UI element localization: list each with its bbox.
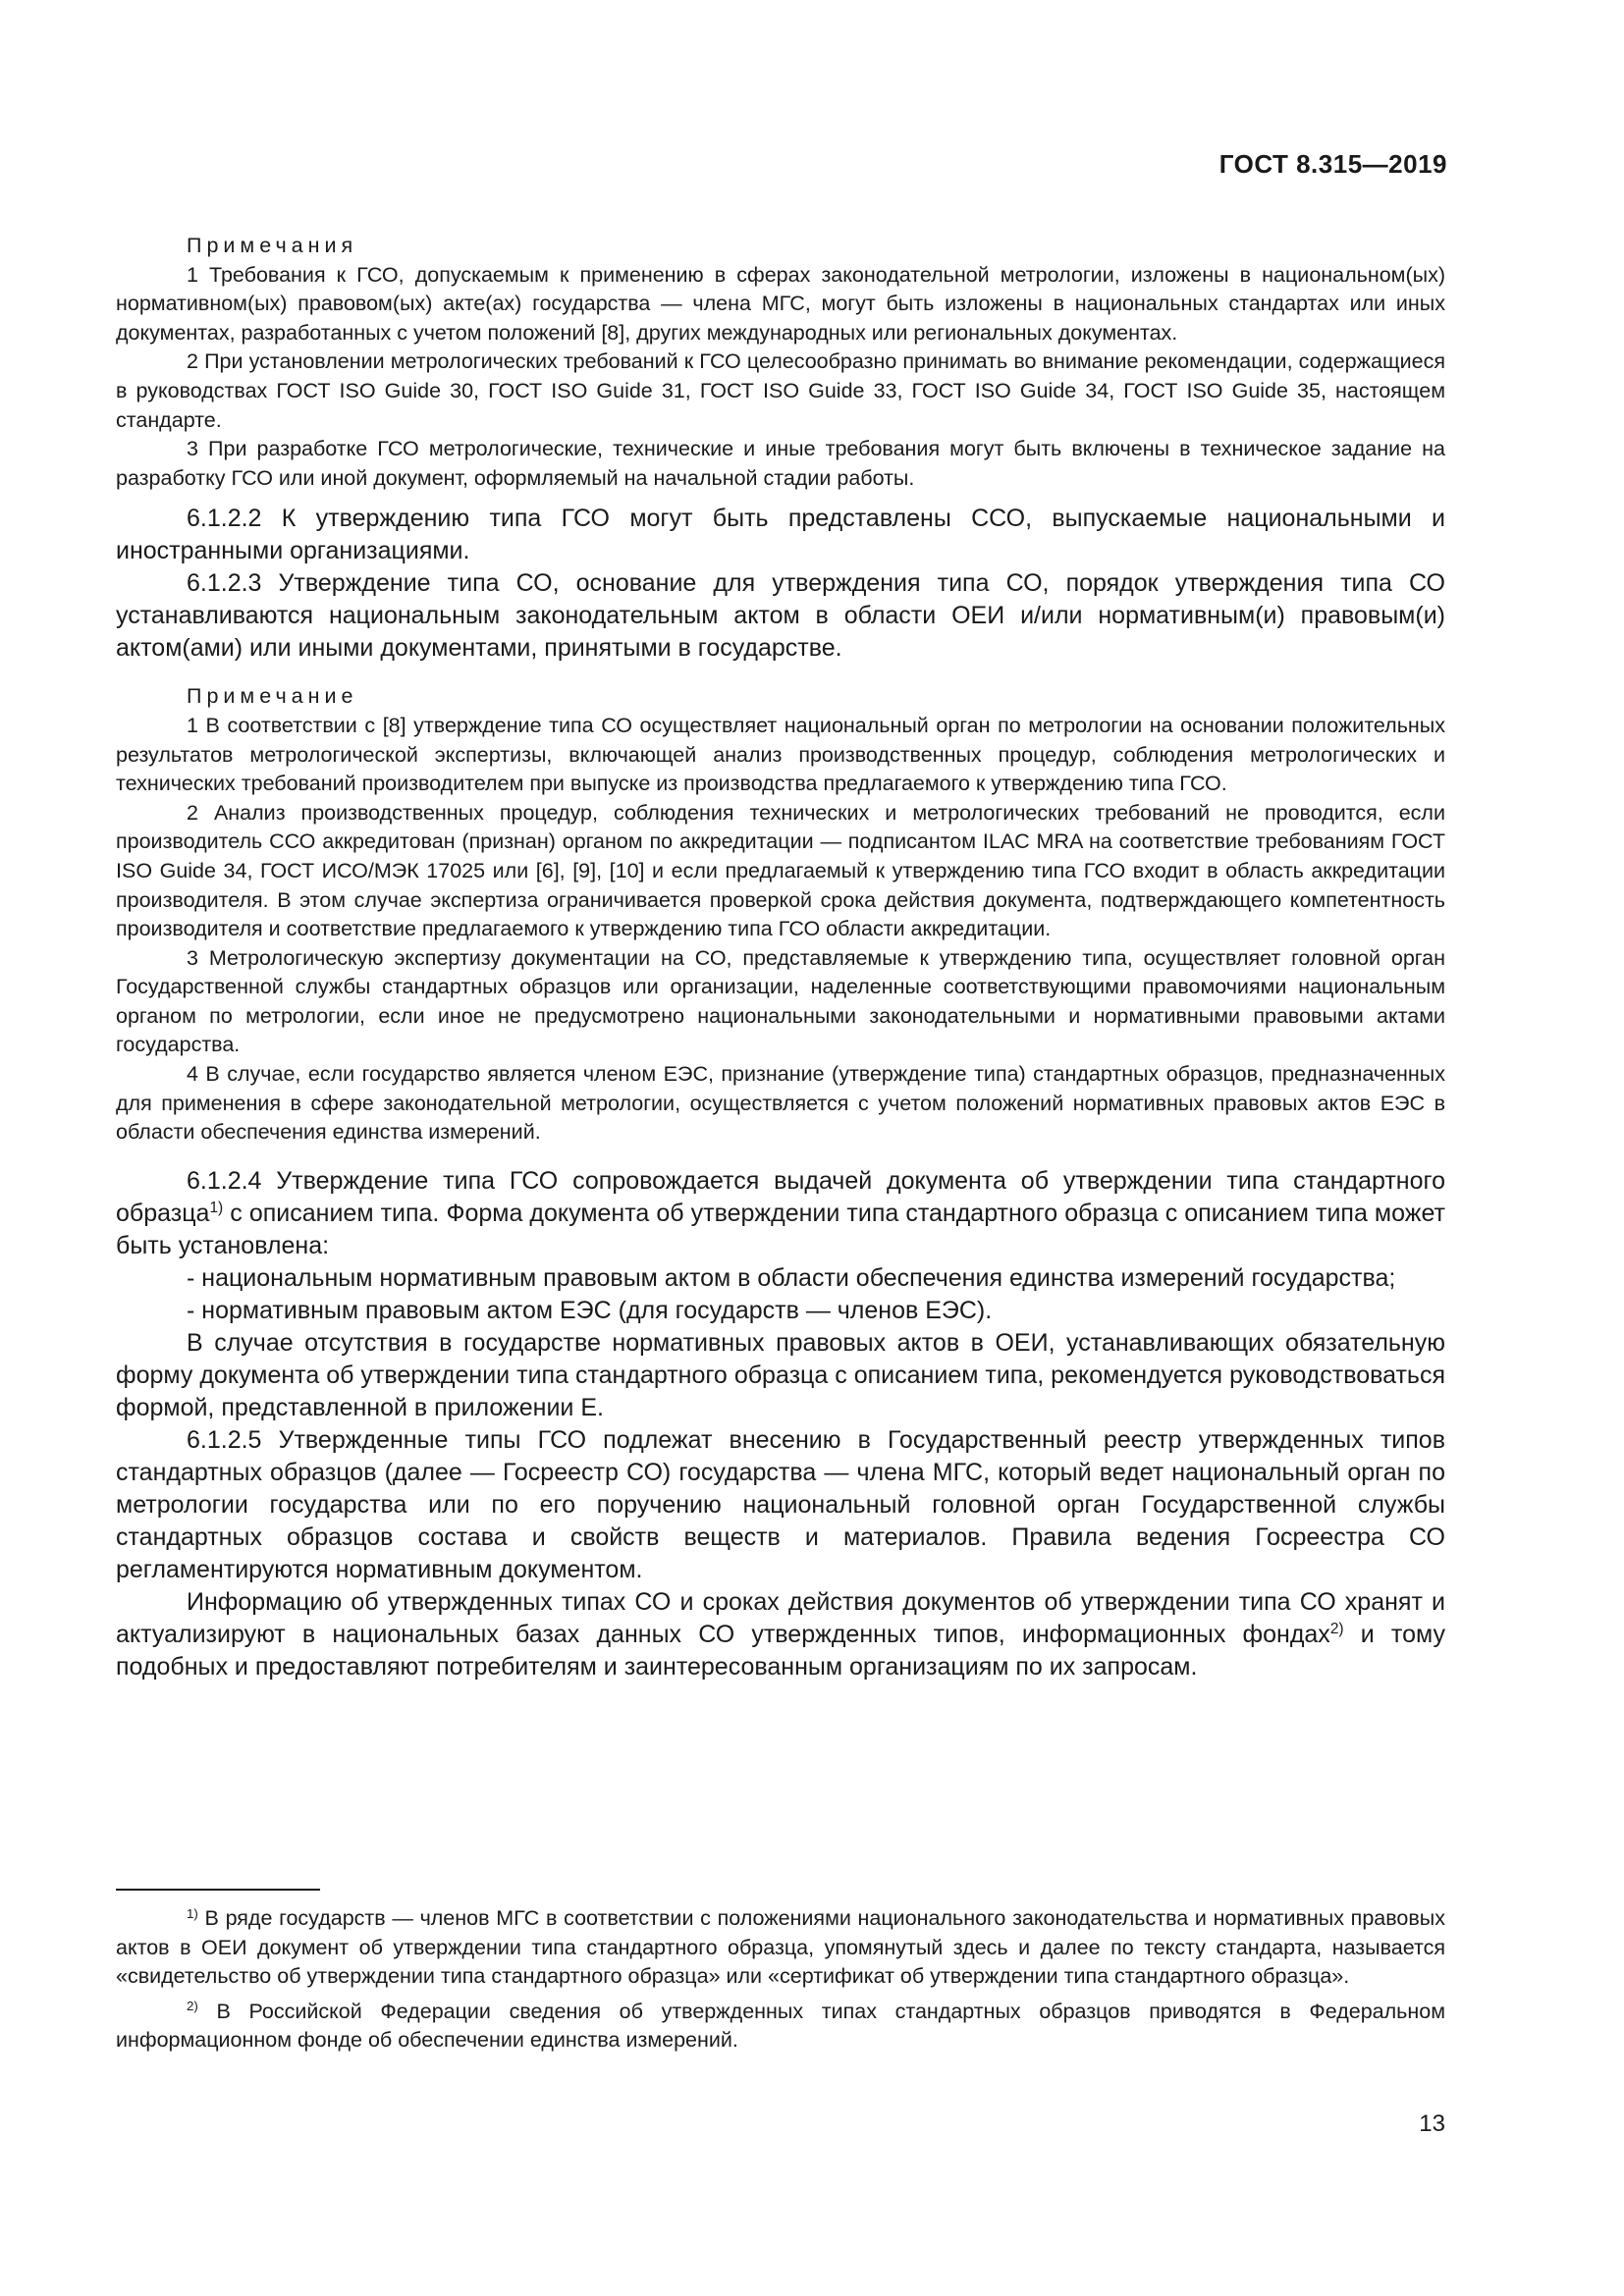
clause-6-1-2-2: 6.1.2.2 К утверждению типа ГСО могут быть представлены ССО, выпускаемые национальными и иностранными организациями. (116, 505, 1445, 565)
clause-text: 6.1.2.4 Утверждение типа ГСО сопровождается выдачей документа об утверждении типа стандартного образца (116, 1166, 1445, 1227)
note-heading: Примечание (187, 684, 358, 709)
clause-6-1-2-3: 6.1.2.3 Утверждение типа СО, основание для утверждения типа СО, порядок утверждения типа СО устанавливаются национальным законодательным актом в области ОЕИ и/или нормативным(и) правовым(и) актом(ами) или иными документами, принятыми в государстве. (116, 569, 1445, 663)
page-number: 13 (1419, 2110, 1445, 2137)
document-code-header: ГОСТ 8.315—2019 (1218, 149, 1447, 179)
clause-text: с описанием типа. Форма документа об утверждении типа стандартного образца с описанием типа может быть установлена: (116, 1199, 1445, 1259)
notes-heading: Примечания (187, 234, 358, 257)
footnote-2 (116, 1998, 1445, 2056)
note-item: 4 В случае, если государство является членом ЕЭС, признание (утверждение типа) стандартных образцов, предназначенных для применения в сфере законодательной метрологии, осуществляется с учетом положений нормативных правовых актов ЕЭС в области обеспечения единства измерений. (116, 1062, 1445, 1145)
note-item: 1 Требования к ГСО, допускаемым к применению в сферах законодательной метрологии, изложены в национальном(ых) нормативном(ых) правовом(ых) акте(ах) государства — члена МГС, могут быть изложены в национальных стандартах или иных документах, разработанных с учетом положений [8], других международных или региональных документах. (116, 262, 1445, 345)
dash-item-ees: - нормативным правовым актом ЕЭС (для государств — членов ЕЭС). (187, 1296, 993, 1324)
clause-6-1-2-5: 6.1.2.5 Утвержденные типы ГСО подлежат внесению в Государственный реестр утвержденных типов стандартных образцов (далее — Госреестр СО) государства — члена МГС, который ведет национальный орган по метрологии государства или по его поручению национальный головной орган Государственной службы стандартных образцов состава и свойств веществ и материалов. Правила ведения Госреестра СО регламентируются нормативным документом. (116, 1425, 1445, 1583)
note-item: 2 При установлении метрологических требований к ГСО целесообразно принимать во внимание рекомендации, содержащиеся в руководствах ГОСТ ISO Guide 30, ГОСТ ISO Guide 31, ГОСТ ISO Guide 33, ГОСТ ISO Guide 34, ГОСТ ISO Guide 35, настоящем стандарте. (116, 349, 1445, 432)
footnote-ref-1: 1) (209, 1200, 224, 1217)
paragraph-absence: В случае отсутствия в государстве нормативных правовых актов в ОЕИ, устанавливающих обязательную форму документа об утверждении типа стандартного образца с описанием типа, рекомендуется руководствоваться формой, представленной в приложении Е. (116, 1328, 1445, 1421)
footnote-text: В Российской Федерации сведения об утвержденных типах стандартных образцов приводятся в Федеральном информационном фонде об обеспечении единства измерений. (116, 1999, 1445, 2053)
note-item: 2 Анализ производственных процедур, соблюдения технических и метрологических требований не проводится, если производитель ССО аккредитован (признан) органом по аккредитации — подписантом ILAC MRA на соответствие требованиям ГОСТ ISO Guide 34, ГОСТ ИСО/МЭК 17025 или [6], [9], [10] и если предлагаемый к утверждению типа ГСО входит в область аккредитации производителя. В этом случае экспертиза ограничивается проверкой срока действия документа, подтверждающего компетентность производителя и соответствие предлагаемого к утверждению типа ГСО области аккредитации. (116, 800, 1445, 941)
note-item: 3 Метрологическую экспертизу документации на СО, представляемые к утверждению типа, осуществляет головной орган Государственной службы стандартных образцов или организации, наделенные соответствующими правомочиями национальным органом по метрологии, если иное не предусмотрено национальными законодательными и нормативными правовыми актами государства. (116, 945, 1445, 1057)
main-content (116, 232, 1445, 1683)
notes-block-1 (116, 232, 1445, 493)
paragraph-information (116, 1586, 1445, 1683)
note-item: 3 При разработке ГСО метрологические, технические и иные требования могут быть включены в техническое задание на разработку ГСО или иной документ, оформляемый на начальной стадии работы. (116, 437, 1445, 490)
footnote-text: В ряде государств — членов МГС в соответствии с положениями национального законодательства и нормативных правовых актов в ОЕИ документ об утверждении типа стандартного образца, упомянутый здесь и далее по тексту стандарта, называется «свидетельство об утверждении типа стандартного образца» или «сертификат об утверждении типа стандартного образца». (116, 1906, 1445, 1989)
footnote-mark: 1) (187, 1905, 198, 1921)
clause-6-1-2-4 (116, 1165, 1445, 1262)
notes-block-2 (116, 682, 1445, 1148)
paragraph-text: Информацию об утвержденных типах СО и сроках действия документов об утверждении типа СО хранят и актуализируют в национальных базах данных СО утвержденных типов, информационных фондах (116, 1587, 1445, 1648)
footnote-divider (116, 1889, 320, 1891)
note-item: 1 В соответствии с [8] утверждение типа СО осуществляет национальный орган по метрологии на основании положительных результатов метрологической экспертизы, включающей анализ производственных процедур, соблюдения метрологических и технических требований производителем при выпуске из производства предлагаемого к утверждению типа ГСО. (116, 713, 1445, 796)
footnote-1 (116, 1904, 1445, 1992)
dash-item-national: - национальным нормативным правовым актом в области обеспечения единства измерений государства; (187, 1263, 1396, 1292)
paragraph-text: и тому подобных и предоставляют потребителям и заинтересованным организациям по их запросам. (116, 1620, 1445, 1681)
footnote-ref-2: 2) (1329, 1621, 1344, 1638)
footnotes (116, 1904, 1445, 2061)
footnote-mark: 2) (187, 1999, 198, 2014)
